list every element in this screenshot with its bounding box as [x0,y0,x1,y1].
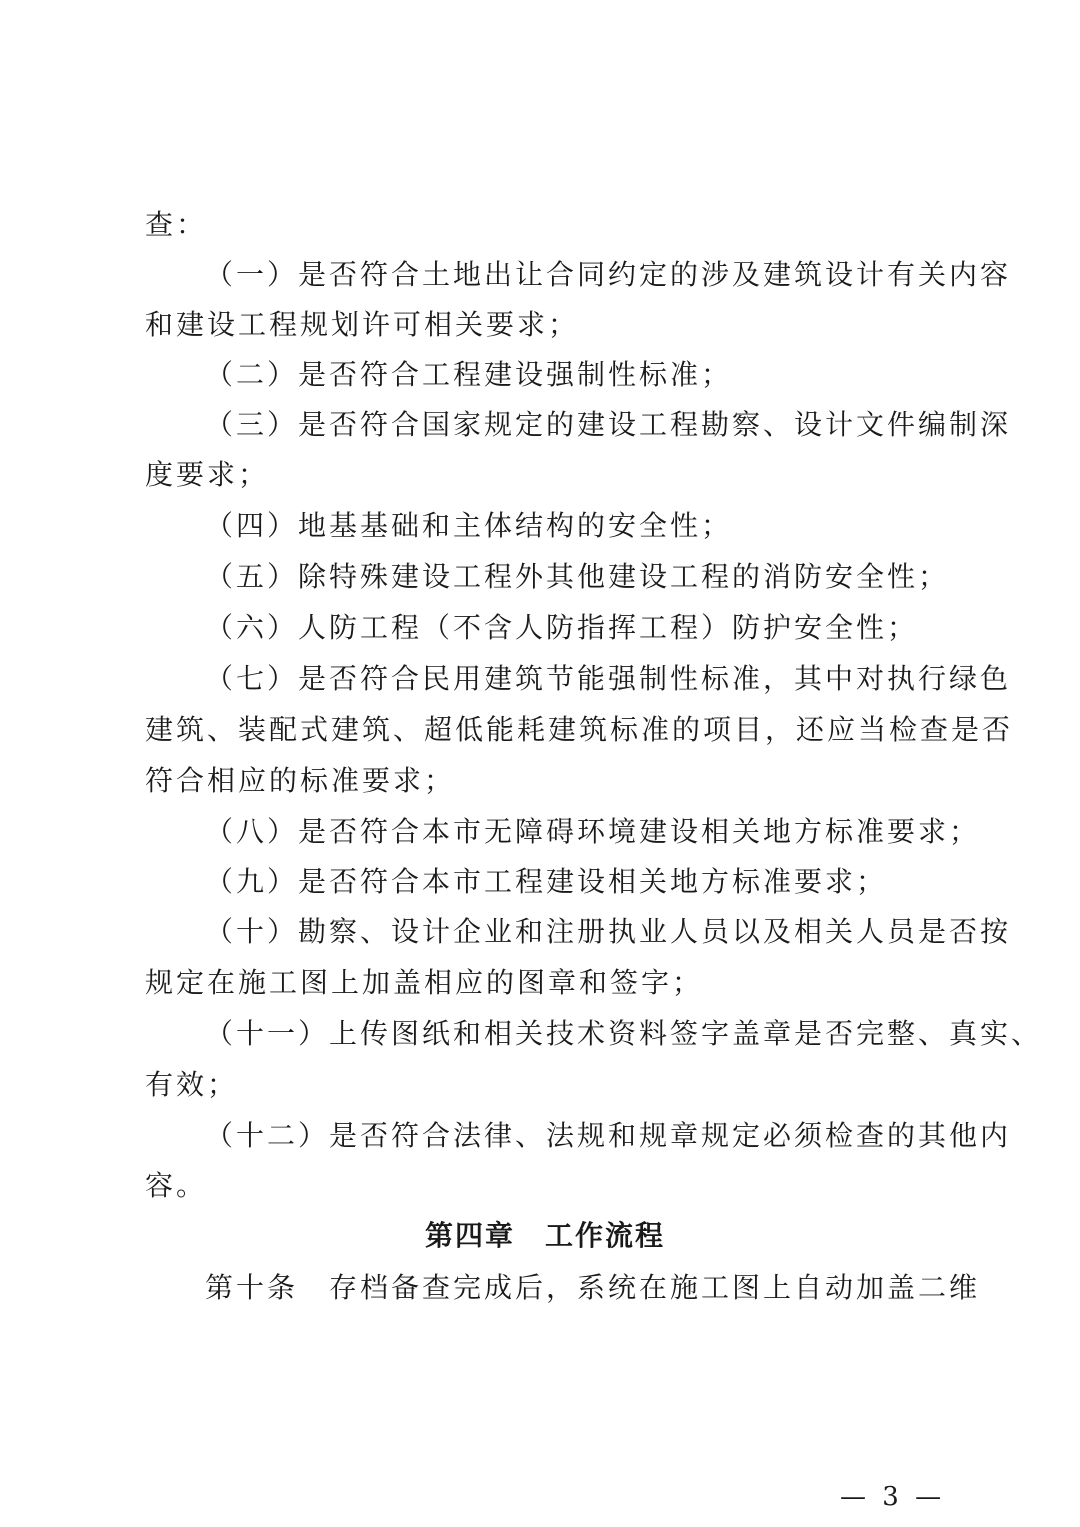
text-line-1: 查： [145,208,208,241]
text-line-13: （八）是否符合本市无障碍环境建设相关地方标准要求； [205,815,981,848]
text-line-14: （九）是否符合本市工程建设相关地方标准要求； [205,865,888,898]
text-line-10: （七）是否符合民用建筑节能强制性标准，其中对执行绿色 [205,662,1012,695]
text-line-12: 符合相应的标准要求； [145,764,456,797]
text-line-16: 规定在施工图上加盖相应的图章和签字； [145,966,704,999]
text-line-8: （五）除特殊建设工程外其他建设工程的消防安全性； [205,560,950,593]
text-line-6: 度要求； [145,458,270,491]
text-line-3: 和建设工程规划许可相关要求； [145,308,580,341]
text-line-17: （十一）上传图纸和相关技术资料签字盖章是否完整、真实、 [205,1017,1043,1050]
text-line-9: （六）人防工程（不含人防指挥工程）防护安全性； [205,611,919,644]
text-line-7: （四）地基基础和主体结构的安全性； [205,509,733,542]
page-number: — 3 — [840,1482,946,1512]
text-line-4: （二）是否符合工程建设强制性标准； [205,358,733,391]
text-line-18: 有效； [145,1068,239,1101]
article-line: 第十条 存档备查完成后，系统在施工图上自动加盖二维 [205,1271,981,1304]
text-line-2: （一）是否符合土地出让合同约定的涉及建筑设计有关内容 [205,258,1012,291]
text-line-5: （三）是否符合国家规定的建设工程勘察、设计文件编制深 [205,408,1012,441]
chapter-heading: 第四章 工作流程 [424,1219,665,1252]
text-line-19: （十二）是否符合法律、法规和规章规定必须检查的其他内 [205,1119,1012,1152]
text-line-11: 建筑、装配式建筑、超低能耗建筑标准的项目，还应当检查是否 [145,713,1014,746]
text-line-15: （十）勘察、设计企业和注册执业人员以及相关人员是否按 [205,915,1012,948]
text-line-20: 容。 [145,1169,208,1202]
